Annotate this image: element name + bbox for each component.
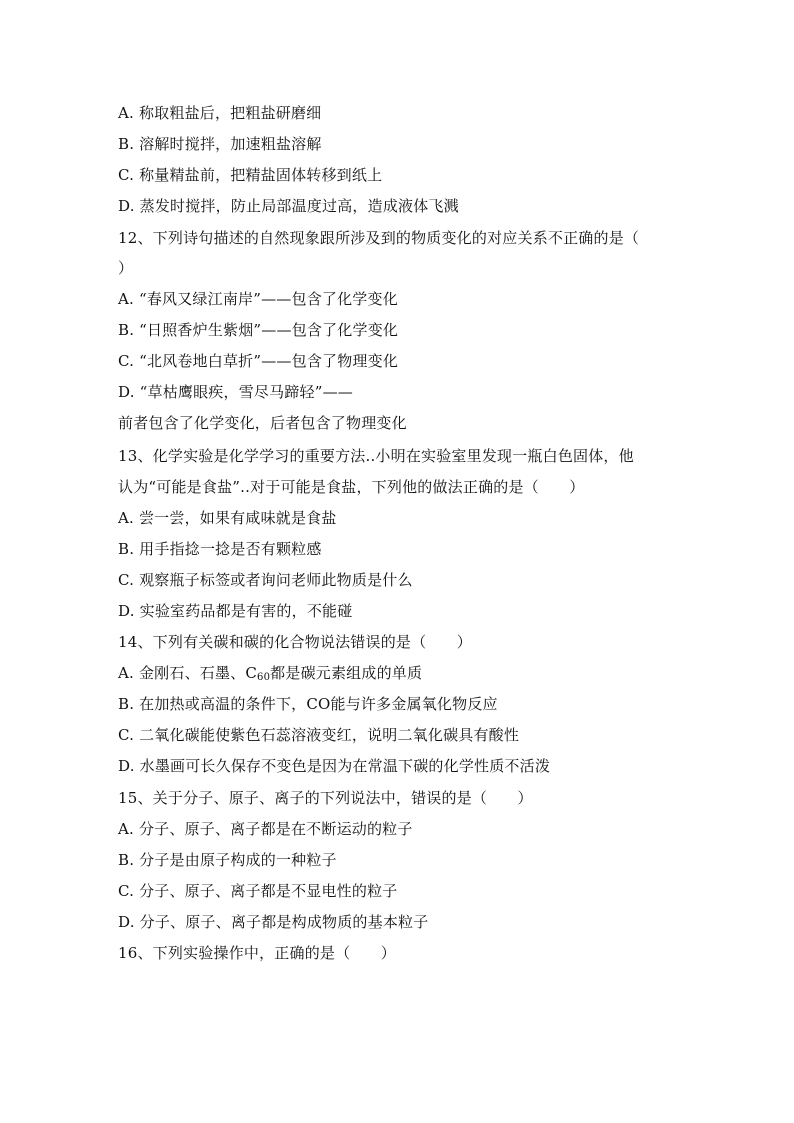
option-line: A. 尝一尝，如果有咸味就是食盐 [118, 509, 337, 527]
option-line: D. 实验室药品都是有害的，不能碰 [118, 602, 353, 620]
option-line: D. 分子、原子、离子都是构成物质的基本粒子 [118, 913, 429, 931]
option-line: C. 观察瓶子标签或者询问老师此物质是什么 [118, 571, 413, 589]
option-line-cont: 前者包含了化学变化，后者包含了物理变化 [118, 414, 407, 432]
option-text: A. 金刚石、石墨、C [118, 664, 258, 682]
option-line: D. 水墨画可长久保存不变色是因为在常温下碳的化学性质不活泼 [118, 757, 551, 775]
option-line: A. 称取粗盐后，把粗盐研磨细 [118, 104, 322, 122]
option-line: C. “北风卷地白草折”——包含了物理变化 [118, 352, 399, 370]
option-line: B. 用手指捻一捻是否有颗粒感 [118, 540, 322, 558]
option-text: 都是碳元素组成的单质 [270, 664, 423, 682]
option-line: A. 分子、原子、离子都是在不断运动的粒子 [118, 820, 413, 838]
question-13-text-cont: 认为“可能是食盐”..对于可能是食盐，下列他的做法正确的是（ ） [118, 478, 585, 496]
option-line: D. 蒸发时搅拌，防止局部温度过高，造成液体飞溅 [118, 197, 459, 215]
option-line: C. 分子、原子、离子都是不显电性的粒子 [118, 882, 398, 900]
option-line: C. 二氧化碳能使紫色石蕊溶液变红，说明二氧化碳具有酸性 [118, 726, 520, 744]
option-line: B. 溶解时搅拌，加速粗盐溶解 [118, 135, 322, 153]
subscript-60: 60 [257, 672, 271, 683]
question-12-text: 12、下列诗句描述的自然现象跟所涉及到的物质变化的对应关系不正确的是（ [118, 229, 640, 247]
option-line: A. “春风又绿江南岸”——包含了化学变化 [118, 290, 398, 308]
option-line [118, 663, 678, 683]
option-line: B. 在加热或高温的条件下，CO能与许多金属氧化物反应 [118, 695, 498, 713]
option-line: B. 分子是由原子构成的一种粒子 [118, 851, 337, 869]
question-14-text: 14、下列有关碳和碳的化合物说法错误的是（ ） [118, 633, 472, 651]
option-line: C. 称量精盐前，把精盐固体转移到纸上 [118, 166, 383, 184]
question-13-text: 13、化学实验是化学学习的重要方法..小明在实验室里发现一瓶白色固体，他 [118, 447, 634, 465]
option-line: B. “日照香炉生紫烟”——包含了化学变化 [118, 321, 399, 339]
question-12-text-cont: ） [118, 259, 134, 277]
question-15-text: 15、关于分子、原子、离子的下列说法中，错误的是（ ） [118, 789, 533, 807]
option-line: D. “草枯鹰眼疾，雪尽马蹄轻”—— [118, 383, 353, 401]
question-16-text: 16、下列实验操作中，正确的是（ ） [118, 944, 396, 962]
